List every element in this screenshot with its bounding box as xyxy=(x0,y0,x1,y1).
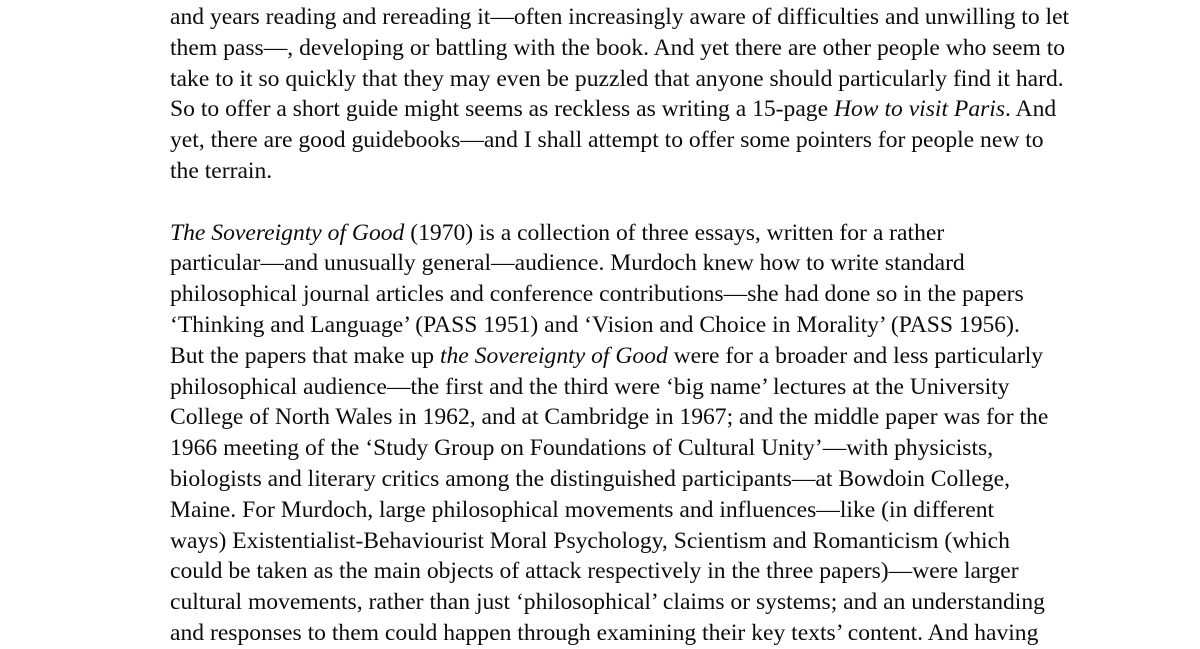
text-segment: ‘Thinking and Language’ (PASS 1951) and ‘Vision and Choice in Morality’ (PASS 1956). xyxy=(170,311,1020,338)
text-line xyxy=(170,495,1082,526)
text-segment: (1970) is a collection of three essays, written for a rather xyxy=(404,219,945,246)
text-segment: and years reading and rereading it—often increasingly aware of difficulties and unwilling to let xyxy=(170,4,1070,30)
text-segment: particular—and unusually general—audience. Murdoch knew how to write standard xyxy=(170,250,965,277)
sovereignty-of-good-paragraph xyxy=(170,218,1082,649)
text-line xyxy=(170,556,1082,587)
italic-text-segment: The Sovereignty of Good xyxy=(170,219,405,246)
italic-text-segment: the Sovereignty of Good xyxy=(439,342,668,369)
text-line xyxy=(170,433,1082,464)
text-segment: Maine. For Murdoch, large philosophical movements and influences—like (in different xyxy=(170,496,995,523)
text-line xyxy=(170,125,1082,156)
text-line xyxy=(170,218,1082,249)
text-line xyxy=(170,310,1082,341)
text-line xyxy=(170,156,1082,187)
text-line xyxy=(170,64,1082,95)
text-line xyxy=(170,279,1082,310)
text-segment: could be taken as the main objects of attack respectively in the three papers)—were larger xyxy=(170,558,1019,585)
text-block xyxy=(170,2,1082,649)
text-segment: 1966 meeting of the ‘Study Group on Foundations of Cultural Unity’—with physicists, xyxy=(170,435,994,462)
text-segment: philosophical journal articles and conference contributions—she had done so in the papers xyxy=(170,281,1024,308)
text-segment: . And xyxy=(1005,96,1057,123)
text-line xyxy=(170,94,1082,125)
text-segment: College of North Wales in 1962, and at Cambridge in 1967; and the middle paper was for the xyxy=(170,404,1049,431)
text-line xyxy=(170,526,1082,557)
text-segment: But the papers that make up xyxy=(170,342,440,369)
text-segment: the terrain. xyxy=(170,157,273,184)
text-line xyxy=(170,341,1082,372)
text-segment: and responses to them could happen through examining their key texts’ content. And having xyxy=(170,619,1039,646)
text-segment: biologists and literary critics among the distinguished participants—at Bowdoin College, xyxy=(170,465,1011,492)
text-segment: ways) Existentialist-Behaviourist Moral Psychology, Scientism and Romanticism (which xyxy=(170,527,1010,554)
text-segment: them pass—, developing or battling with the book. And yet there are other people who seem to xyxy=(170,34,1066,61)
text-line xyxy=(170,33,1082,64)
text-segment: cultural movements, rather than just ‘philosophical’ claims or systems; and an understanding xyxy=(170,589,1045,616)
text-segment: take to it so quickly that they may even be puzzled that anyone should particularly find it hard. xyxy=(170,65,1064,92)
guide-intro-paragraph xyxy=(170,2,1082,187)
text-segment: yet, there are good guidebooks—and I shall attempt to offer some pointers for people new to xyxy=(170,127,1044,154)
text-line xyxy=(170,248,1082,279)
text-line xyxy=(170,402,1082,433)
text-line xyxy=(170,587,1082,618)
text-line xyxy=(170,2,1082,33)
text-segment: were for a broader and less particularly xyxy=(667,342,1044,369)
text-line xyxy=(170,464,1082,495)
text-line xyxy=(170,618,1082,649)
italic-text-segment: How to visit Paris xyxy=(833,96,1006,123)
text-segment: So to offer a short guide might seems as reckless as writing a 15-page xyxy=(170,96,834,123)
text-line xyxy=(170,372,1082,403)
text-segment: philosophical audience—the first and the third were ‘big name’ lectures at the University xyxy=(170,373,1010,400)
